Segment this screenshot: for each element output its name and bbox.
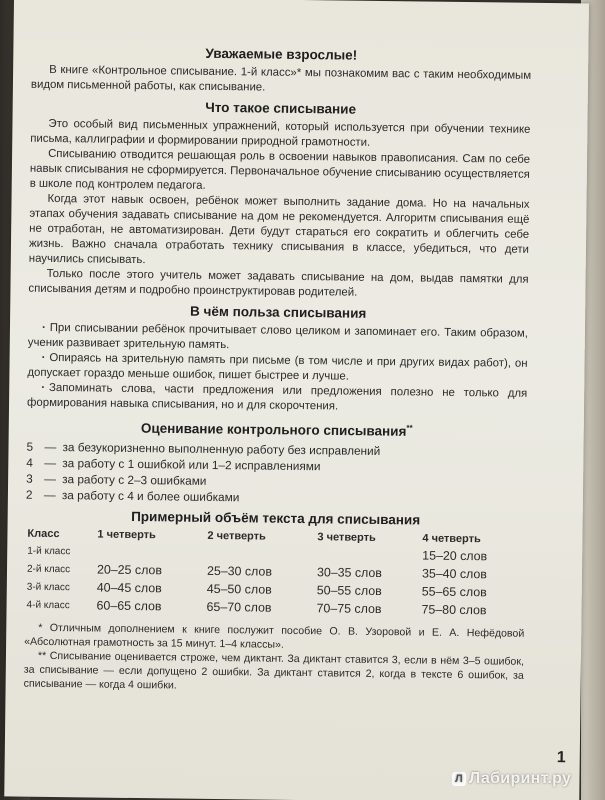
page-number: 1 xyxy=(556,749,566,767)
class-cell: 1-й класс xyxy=(27,545,71,558)
section-volume-title: Примерный объём текста для списывания xyxy=(131,508,421,527)
bullet-dot: · xyxy=(41,351,46,364)
class-cell: 2-й класс xyxy=(26,563,71,576)
grade-dash: — xyxy=(44,455,57,470)
table-cell xyxy=(205,544,315,563)
class-cell: 4-й класс xyxy=(26,599,70,612)
column-header: Класс xyxy=(27,527,60,541)
section-grading-title xyxy=(27,415,527,442)
table-cell: 40–45 слов xyxy=(96,580,162,596)
section1-paragraph: Только после этого учитель может задавать списывание на дом, выдав памятки для списывания детям и подробно проинструктировав родителей. xyxy=(28,267,529,299)
section-what-is-copying-title: Что такое списывание xyxy=(205,99,357,117)
table-cell: 50–55 слов xyxy=(316,583,382,599)
watermark-text: Лабиринт.ру xyxy=(469,770,572,787)
grade-value: 3 xyxy=(26,471,33,486)
table-cell xyxy=(315,546,420,565)
footnote: ** Списывание оценивается строже, чем диктант. За диктант ставится 3, если в нём 3–5 ошибок, за списывание — если допущено 2 ошибки. За диктант ставится 2, когда в тексте 6 ошибок, за списывание — когда 4 ошибки. xyxy=(23,649,525,692)
table-cell: 25–30 слов xyxy=(206,563,273,579)
book-page xyxy=(4,0,589,800)
table-cell: 15–20 слов xyxy=(422,548,488,564)
grade-text: за работу с 2–3 ошибками xyxy=(62,471,207,488)
volume-table xyxy=(24,526,525,620)
column-header: 4 четверть xyxy=(422,532,481,546)
table-cell: 70–75 слов xyxy=(316,601,382,617)
section1-paragraph: Это особый вид письменных упражнений, который используется при обучении технике письма, каллиграфии и формировании природной грамотности. xyxy=(30,117,531,149)
table-cell: 30–35 слов xyxy=(316,565,383,581)
grading-list xyxy=(26,438,527,508)
table-cell: 35–40 слов xyxy=(421,566,488,582)
grade-value: 5 xyxy=(26,439,34,454)
page-content xyxy=(24,43,532,697)
column-header: 1 четверть xyxy=(97,528,156,542)
section1-paragraph: Списыванию отводится решающая роль в освоении навыков правописания. Сам по себе навык списывания не сформируется. Первоначальное обучение списыванию осуществляется в школе под контролем педагога. xyxy=(29,147,531,192)
table-cell: 55–65 слов xyxy=(421,584,487,600)
intro-paragraph: В книге «Контрольное списывание. 1-й класс»* мы познакомим вас с таким необходимым видом письменной работы, как списывание. xyxy=(30,63,532,94)
column-header: 2 четверть xyxy=(207,529,266,543)
grade-value: 4 xyxy=(26,455,33,470)
benefit-text: При списывании ребёнок прочитывает слово целиком и запоминает его. Таким образом, ученик развивает зрительную память. xyxy=(27,321,529,352)
bullet-dot: · xyxy=(41,381,46,394)
grade-value: 2 xyxy=(25,487,33,502)
table-cell: 75–80 слов xyxy=(421,602,487,618)
labirint-logo-icon: Л xyxy=(452,772,466,786)
table-cell: 60–65 слов xyxy=(96,598,162,614)
benefit-bullet xyxy=(27,381,527,417)
footnotes xyxy=(24,620,525,696)
section-benefit-title: В чём польза списывания xyxy=(189,303,367,321)
column-header: 3 четверть xyxy=(317,531,376,544)
benefit-text: Запоминать слова, части предложения или предложения полезно не только для формирования навыка списывания, но и для скорочтения. xyxy=(26,381,528,413)
bullet-dot: · xyxy=(41,321,46,334)
class-cell: 3-й класс xyxy=(26,581,71,594)
grade-dash: — xyxy=(43,487,56,502)
grade-dash: — xyxy=(44,471,57,486)
watermark xyxy=(452,770,571,788)
benefit-text: Опираясь на зрительную память при письме (в том числе и при других видах работ), он допускает гораздо меньше ошибок, пишет быстрее и лучше. xyxy=(27,351,528,383)
footnote-mark: ** xyxy=(406,423,413,433)
section-grading-title-text: Оценивание контрольного списывания xyxy=(140,420,407,439)
table-cell: 65–70 слов xyxy=(206,599,272,615)
table-cell: 20–25 слов xyxy=(96,562,163,578)
table-cell xyxy=(95,543,205,562)
grade-text: за безукоризненно выполненную работу без исправлений xyxy=(62,439,381,458)
table-cell: 45–50 слов xyxy=(206,581,272,597)
footnote: * Отличным дополнением к книге послужит пособие О. В. Узоровой и Е. А. Нефёдовой «Абсолютная грамотность за 15 минут. 1–4 классы». xyxy=(24,621,525,651)
page-title: Уважаемые взрослые! xyxy=(205,45,358,63)
section1-paragraph: Когда этот навык освоен, ребёнок может выполнить задание дома. Но на начальных этапах обучения задавать списывание на дом не рекомендуется. Алгоритм списывания ещё не отработан, не автоматизирован. Дети будут стараться его сократить и облегчить себе жизнь. Важно сначала отработать технику списывания в классе, убедиться, что дети научились списывать. xyxy=(28,192,530,267)
grade-text: за работу с 1 ошибкой или 1–2 исправлениями xyxy=(62,455,321,473)
grade-text: за работу с 4 и более ошибками xyxy=(61,487,240,504)
grade-dash: — xyxy=(44,439,57,454)
